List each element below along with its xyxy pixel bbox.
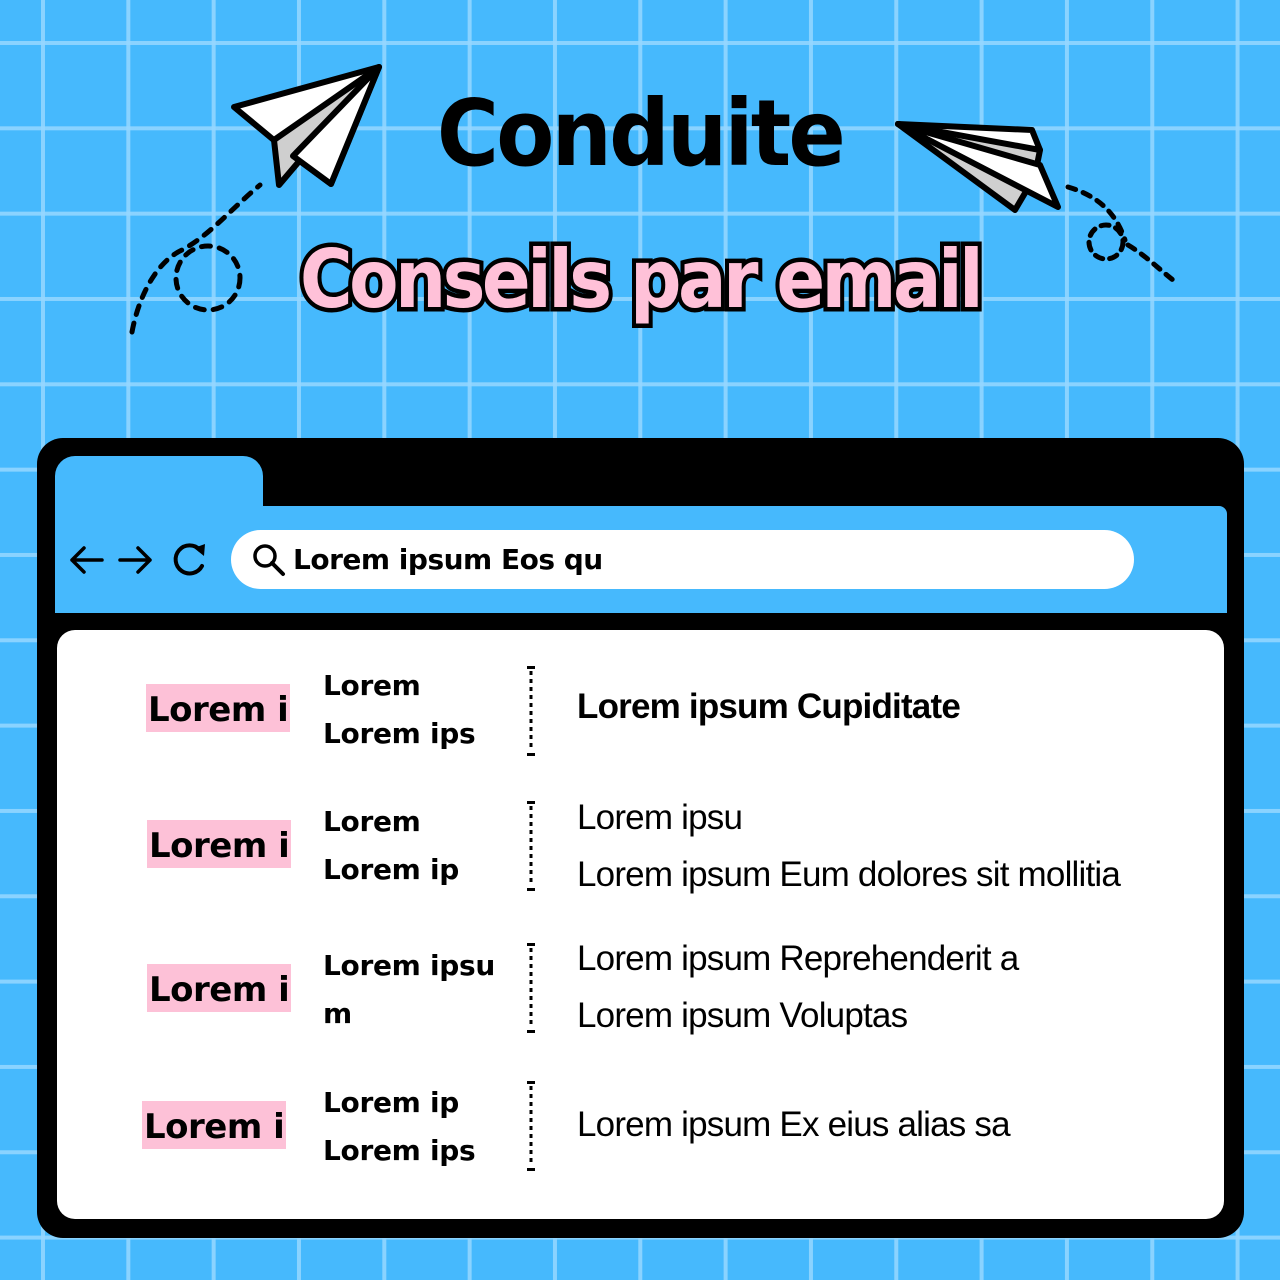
arrow-left-icon[interactable] [66, 540, 106, 580]
row-mid: Lorem Lorem ip [323, 805, 460, 886]
row-label: Lorem i [146, 684, 290, 732]
row-detail: Lorem ipsum Ex eius alias sa [577, 1105, 1010, 1144]
row-mid: Lorem ipsu m [323, 949, 496, 1030]
row-detail: Lorem ipsum Cupiditate [577, 687, 960, 726]
row-label: Lorem i [147, 820, 291, 868]
row-label: Lorem i [147, 964, 291, 1012]
arrow-right-icon[interactable] [116, 540, 156, 580]
reload-icon[interactable] [170, 540, 210, 580]
address-bar-value[interactable]: Lorem ipsum Eos qu [293, 543, 603, 576]
row-detail: Lorem ipsu Lorem ipsum Eum dolores sit mollitia [577, 798, 1121, 894]
row-label: Lorem i [142, 1101, 286, 1149]
row-mid: Lorem ip Lorem ips [323, 1086, 476, 1167]
address-bar[interactable] [231, 530, 1134, 589]
dotted-divider [526, 801, 536, 891]
row-mid: Lorem Lorem ips [323, 669, 476, 750]
dotted-divider [526, 666, 536, 756]
search-icon [251, 542, 287, 578]
dotted-divider [526, 1081, 536, 1171]
page-subtitle: Conseils par email [299, 233, 981, 326]
dotted-divider [526, 943, 536, 1033]
page-title: Conduite [436, 80, 844, 187]
row-detail: Lorem ipsum Reprehenderit a Lorem ipsum Voluptas [577, 939, 1019, 1035]
